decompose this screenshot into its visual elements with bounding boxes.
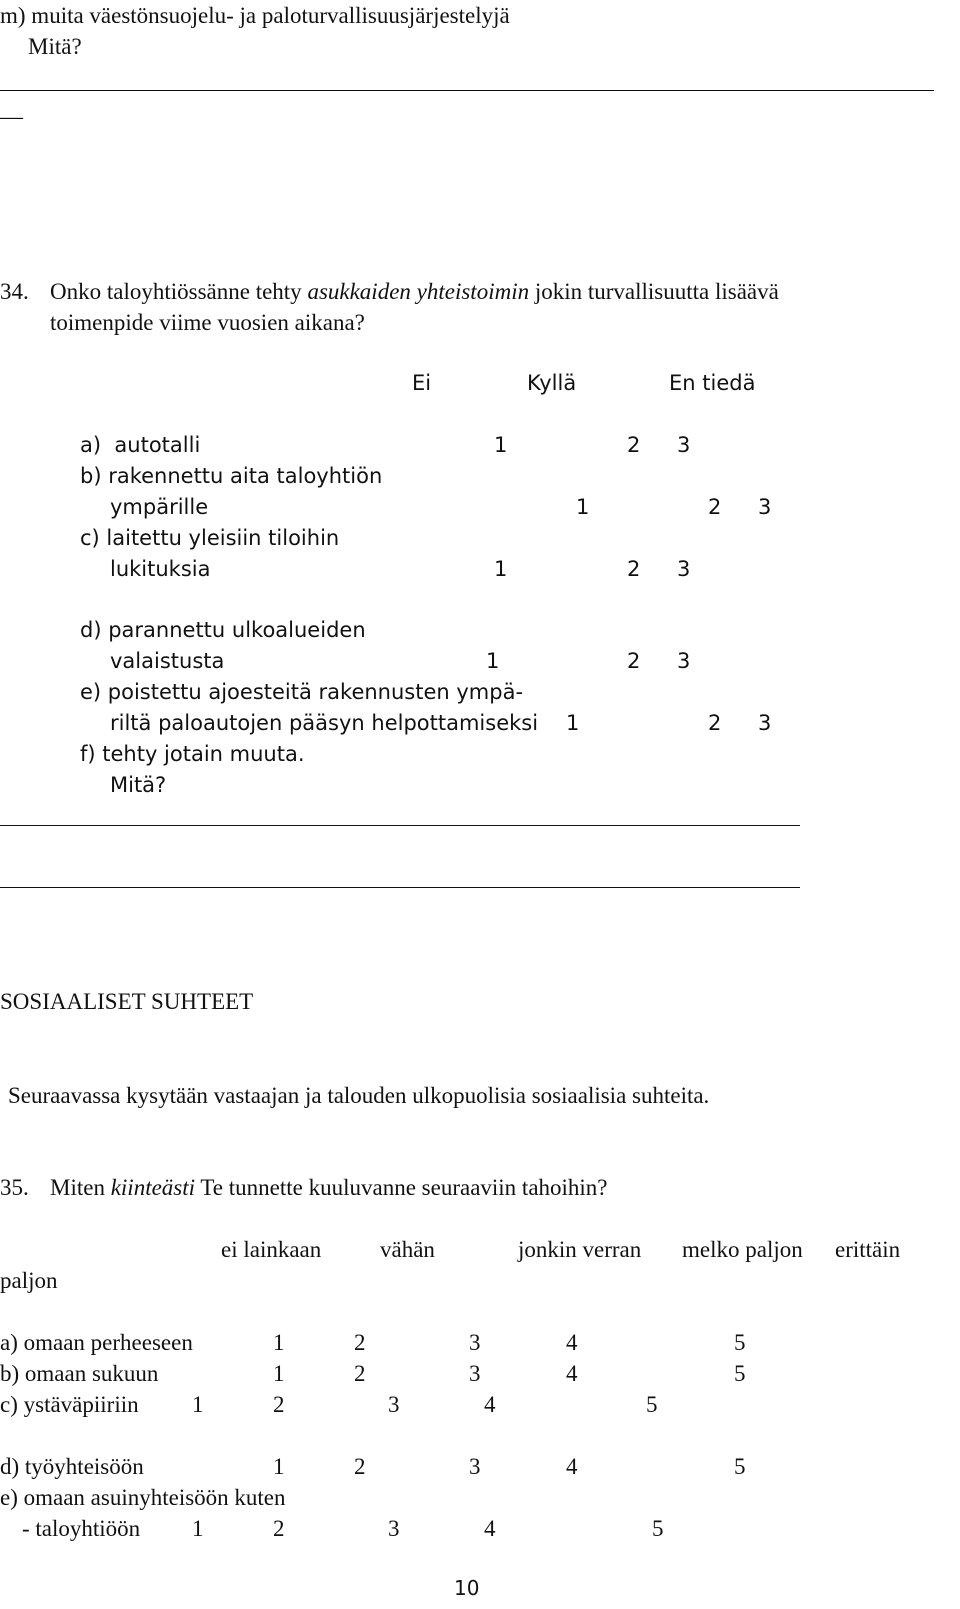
question-35-number: 35. <box>0 1175 29 1200</box>
q35-item-a-option-3[interactable]: 3 <box>469 1330 481 1355</box>
question-m-label: m) muita väestönsuojelu- ja paloturvallisuusjärjestelyjä <box>0 3 510 28</box>
column-header-vahan: vähän <box>380 1237 435 1262</box>
q35-item-b-option-5[interactable]: 5 <box>734 1361 746 1386</box>
q35-item-b-option-2[interactable]: 2 <box>354 1361 366 1386</box>
q35-item-b-option-1[interactable]: 1 <box>273 1361 285 1386</box>
column-header-ei-lainkaan: ei lainkaan <box>221 1237 322 1262</box>
q35-item-c-option-5[interactable]: 5 <box>646 1392 658 1417</box>
item-b-option-2[interactable]: 2 <box>708 495 722 519</box>
item-d-option-1[interactable]: 1 <box>486 649 500 673</box>
q35-item-b-option-4[interactable]: 4 <box>566 1361 578 1386</box>
q35-item-c-option-1[interactable]: 1 <box>192 1392 204 1417</box>
item-c-label: c) laitettu yleisiin tiloihin <box>80 526 340 550</box>
item-b-label-line2: ympärille <box>110 495 209 519</box>
q35-item-d-option-2[interactable]: 2 <box>354 1454 366 1479</box>
answer-line-continuation: __ <box>0 96 23 121</box>
column-header-melko-paljon: melko paljon <box>682 1237 803 1262</box>
question-35-text: Miten kiinteästi Te tunnette kuuluvanne seuraaviin tahoihin? <box>50 1175 608 1200</box>
question-34-number: 34. <box>0 279 29 304</box>
item-d-label-line2: valaistusta <box>110 649 225 673</box>
q35-item-c-option-2[interactable]: 2 <box>273 1392 285 1417</box>
answer-line[interactable] <box>0 825 800 826</box>
q35-item-e-label: e) omaan asuinyhteisöön kuten <box>0 1485 286 1510</box>
column-header-kylla: Kyllä <box>527 371 577 395</box>
item-a-option-1[interactable]: 1 <box>494 433 508 457</box>
page-number: 10 <box>454 1576 480 1600</box>
q35-item-d-option-5[interactable]: 5 <box>734 1454 746 1479</box>
question-m-what-prompt: Mitä? <box>28 34 82 59</box>
item-a-option-3[interactable]: 3 <box>677 433 691 457</box>
item-b-option-1[interactable]: 1 <box>576 495 590 519</box>
question-34-text-line2: toimenpide viime vuosien aikana? <box>50 310 365 335</box>
item-d-label: d) parannettu ulkoalueiden <box>80 618 366 642</box>
section-intro: Seuraavassa kysytään vastaajan ja talouden ulkopuolisia sosiaalisia suhteita. <box>8 1083 710 1108</box>
column-header-erittain: erittäin <box>835 1237 901 1262</box>
q35-item-c-option-3[interactable]: 3 <box>388 1392 400 1417</box>
item-c-option-1[interactable]: 1 <box>494 557 508 581</box>
q35-item-d-option-1[interactable]: 1 <box>273 1454 285 1479</box>
item-c-option-2[interactable]: 2 <box>627 557 641 581</box>
q35-item-e-option-3[interactable]: 3 <box>388 1516 400 1541</box>
q35-item-b-label: b) omaan sukuun <box>0 1361 159 1386</box>
q35-item-a-label: a) omaan perheeseen <box>0 1330 193 1355</box>
item-c-label-line2: lukituksia <box>110 557 211 581</box>
q35-item-c-option-4[interactable]: 4 <box>484 1392 496 1417</box>
item-b-option-3[interactable]: 3 <box>758 495 772 519</box>
q35-item-e-label-line2: - taloyhtiöön <box>22 1516 141 1541</box>
column-header-jonkin-verran: jonkin verran <box>518 1237 642 1262</box>
q35-item-a-option-1[interactable]: 1 <box>273 1330 285 1355</box>
item-f-label: f) tehty jotain muuta. <box>80 742 305 766</box>
item-f-what-prompt: Mitä? <box>110 773 167 797</box>
item-a-option-2[interactable]: 2 <box>627 433 641 457</box>
column-header-erittain-wrap: paljon <box>0 1268 58 1293</box>
item-d-option-2[interactable]: 2 <box>627 649 641 673</box>
answer-line[interactable] <box>0 887 800 888</box>
item-e-option-2[interactable]: 2 <box>708 711 722 735</box>
q35-item-e-option-5[interactable]: 5 <box>652 1516 664 1541</box>
item-c-option-3[interactable]: 3 <box>677 557 691 581</box>
item-a-label: a) autotalli <box>80 433 201 457</box>
item-e-label-line2: riltä paloautojen pääsyn helpottamiseksi <box>110 711 539 735</box>
q35-item-e-option-1[interactable]: 1 <box>192 1516 204 1541</box>
q35-item-e-option-4[interactable]: 4 <box>484 1516 496 1541</box>
item-d-option-3[interactable]: 3 <box>677 649 691 673</box>
q35-item-a-option-2[interactable]: 2 <box>354 1330 366 1355</box>
column-header-ei: Ei <box>412 371 432 395</box>
q35-item-d-label: d) työyhteisöön <box>0 1454 144 1479</box>
q35-item-b-option-3[interactable]: 3 <box>469 1361 481 1386</box>
item-e-option-3[interactable]: 3 <box>758 711 772 735</box>
q35-item-d-option-3[interactable]: 3 <box>469 1454 481 1479</box>
q35-item-d-option-4[interactable]: 4 <box>566 1454 578 1479</box>
question-34-text: Onko taloyhtiössänne tehty asukkaiden yhteistoimin jokin turvallisuutta lisäävä <box>50 279 779 304</box>
section-title: SOSIAALISET SUHTEET <box>0 989 254 1014</box>
item-e-label: e) poistettu ajoesteitä rakennusten ympä- <box>80 680 524 704</box>
column-header-en-tieda: En tiedä <box>669 371 756 395</box>
q35-item-e-option-2[interactable]: 2 <box>273 1516 285 1541</box>
q35-item-a-option-5[interactable]: 5 <box>734 1330 746 1355</box>
answer-line[interactable] <box>0 90 934 91</box>
q35-item-c-label: c) ystäväpiiriin <box>0 1392 139 1417</box>
item-e-option-1[interactable]: 1 <box>566 711 580 735</box>
item-b-label: b) rakennettu aita taloyhtiön <box>80 464 383 488</box>
q35-item-a-option-4[interactable]: 4 <box>566 1330 578 1355</box>
